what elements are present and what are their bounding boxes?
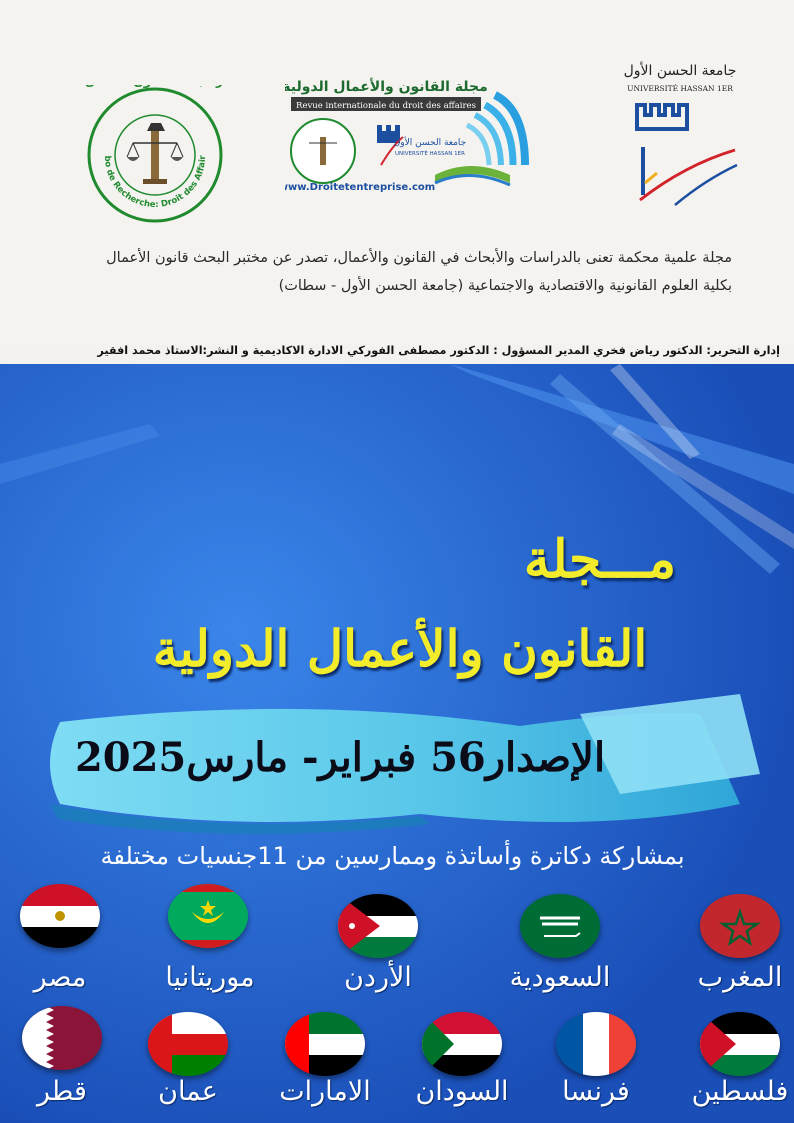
uae-flag-icon — [285, 1012, 365, 1076]
university-name-ar: جامعة الحسن الأول — [623, 63, 737, 79]
oman-flag-icon — [148, 1012, 228, 1076]
journal-logo-title-ar: مجلة القانون والأعمال الدولية — [285, 79, 488, 95]
sudan-flag-icon — [422, 1012, 502, 1076]
jordan-flag-icon — [338, 894, 418, 958]
lab-logo — [85, 85, 225, 225]
mauritania-flag-icon — [168, 884, 248, 948]
journal-website: www.Droitetentreprise.com — [285, 182, 436, 193]
cover-subtitle: بمشاركة دكاترة وأساتذة وممارسين من 11جنسيات مختلفة — [100, 842, 685, 870]
palestine-flag-icon — [700, 1012, 780, 1076]
journal-logo-univ-fr: UNIVERSITÉ HASSAN 1ER — [395, 151, 465, 157]
qatar-flag-icon — [22, 1006, 102, 1070]
morocco-flag-icon — [700, 894, 780, 958]
country-sudan: السودان — [415, 1076, 509, 1107]
svg-text:Labo de Recherche: Droit des A — [85, 85, 208, 210]
journal-header — [0, 0, 794, 357]
journal-description — [32, 244, 732, 300]
country-egypt: مصر — [33, 962, 87, 993]
cover-area — [0, 364, 794, 1123]
description-line-2: بكلية العلوم القانونية والاقتصادية والاجتماعية (جامعة الحسن الأول - سطات) — [278, 278, 732, 294]
cover-title-line-1: مـــجلة — [523, 529, 677, 590]
university-emblem-icon — [637, 105, 737, 205]
country-morocco: المغرب — [697, 962, 783, 993]
description-line-1: مجلة علمية محكمة تعنى بالدراسات والأبحاث في القانون والأعمال، تصدر عن مختبر البحث قانون الأعمال — [106, 250, 732, 266]
country-france: فرنسا — [562, 1076, 630, 1107]
country-oman: عمان — [158, 1076, 218, 1107]
country-uae: الامارات — [279, 1076, 371, 1107]
country-qatar: قطر — [37, 1076, 87, 1107]
editorial-board: إدارة التحرير: الدكتور رياض فخري المدير المسؤول : الدكتور مصطفى الفوركي الادارة الاكاديمية و النشر:الاستاذ محمد افقير — [97, 344, 780, 357]
country-mauritania: موريتانيا — [165, 962, 255, 993]
france-flag-icon — [556, 1012, 636, 1076]
country-saudi-arabia: السعودية — [509, 962, 611, 993]
cover-title-line-2: القانون والأعمال الدولية — [152, 619, 648, 678]
country-palestine: فلسطين — [691, 1076, 789, 1107]
university-name-fr: UNIVERSITÉ HASSAN 1ER — [627, 84, 733, 93]
egypt-flag-icon — [20, 884, 100, 948]
journal-logo-title-fr: Revue internationale du droit des affaires — [296, 101, 476, 111]
country-jordan: الأردن — [344, 962, 412, 993]
university-logo — [615, 55, 745, 210]
journal-logo — [285, 65, 555, 200]
scales-of-justice-icon — [127, 123, 183, 184]
journal-logo-univ-ar: جامعة الحسن الأول — [393, 138, 467, 148]
issue-number-date: الإصدار56 فبراير- مارس2025 — [74, 734, 606, 781]
saudi-arabia-flag-icon — [520, 894, 600, 958]
lab-logo-latin: bo de Recherche: Droit des Affaires — [101, 155, 209, 211]
